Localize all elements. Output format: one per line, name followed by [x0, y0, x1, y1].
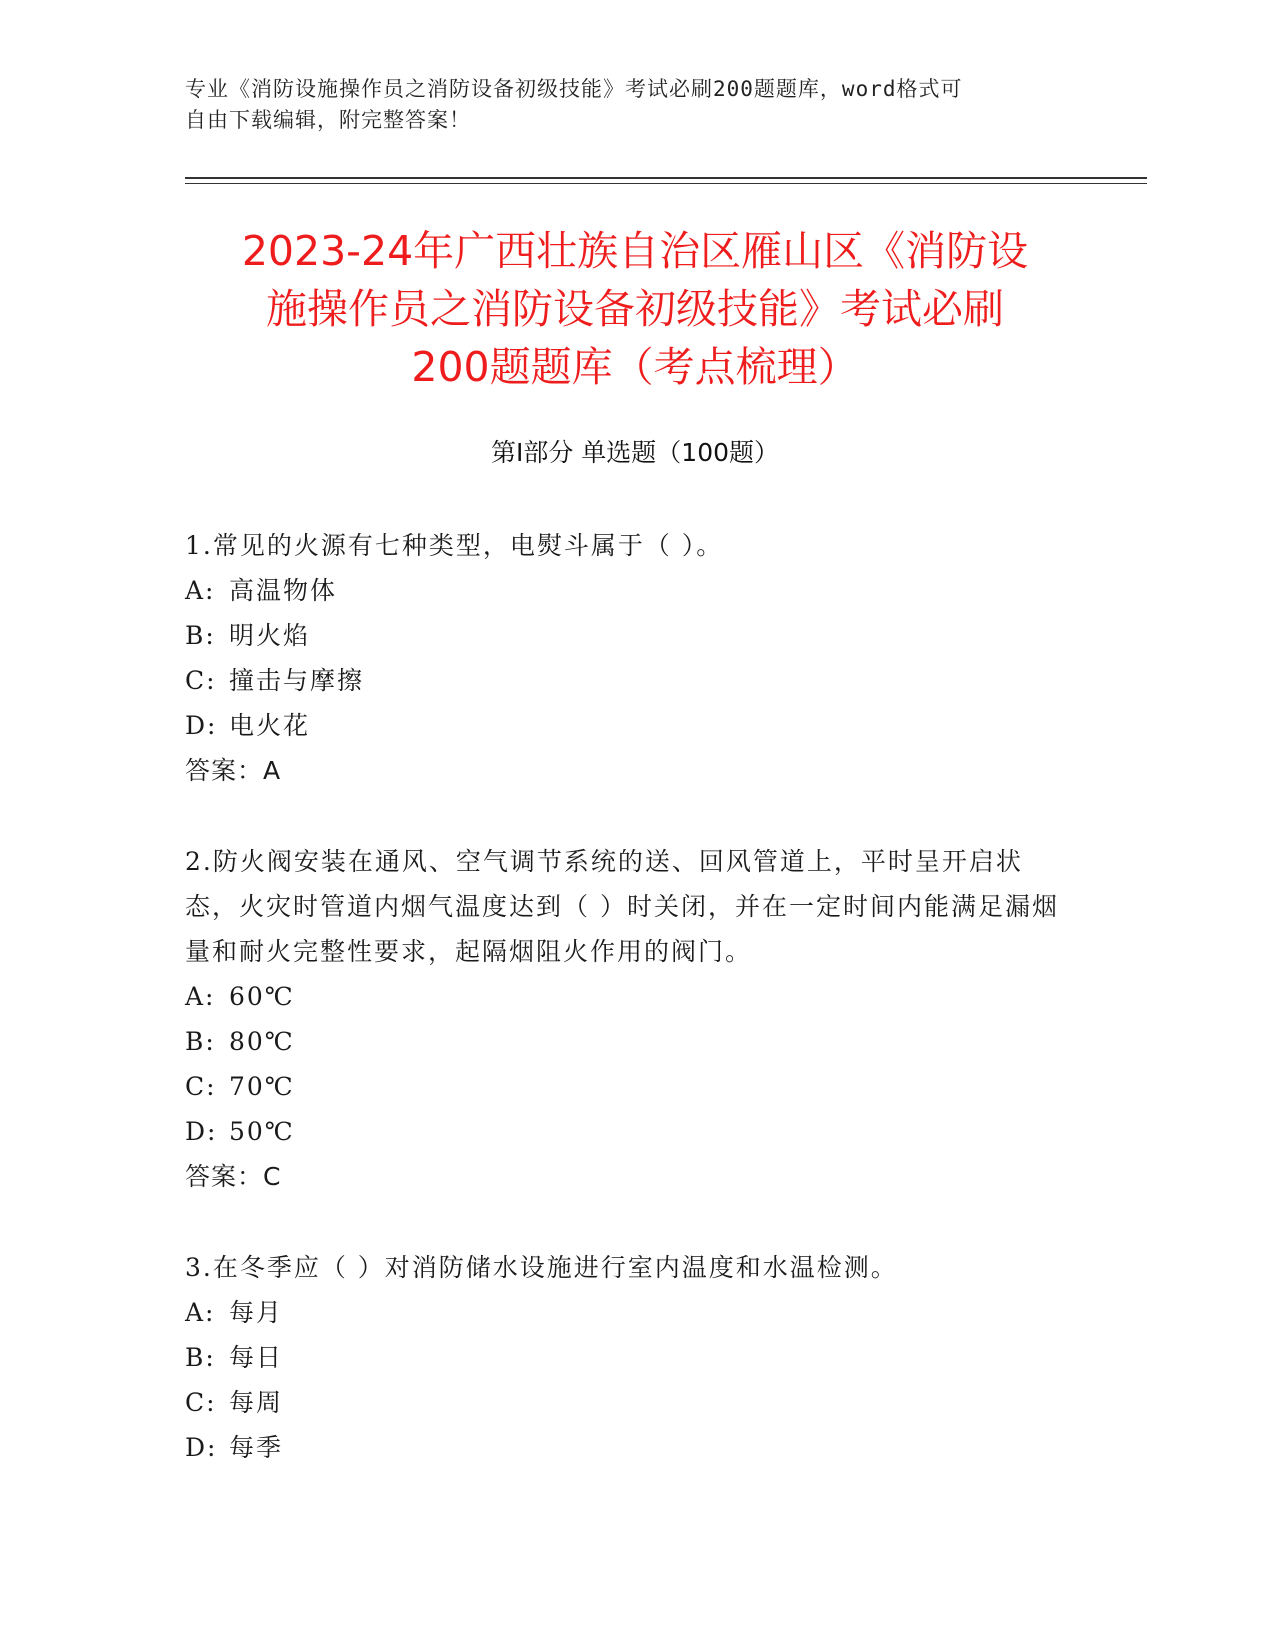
option-text: 70℃ — [229, 1072, 295, 1101]
option-text: 每季 — [229, 1433, 284, 1462]
answer-key: 答案：C — [185, 1162, 282, 1191]
header-note-line-1: 专业《消防设施操作员之消防设备初级技能》考试必刷200题题库，word格式可 — [185, 77, 963, 101]
option-text: 50℃ — [229, 1117, 295, 1146]
header-note-line-2: 自由下载编辑，附完整答案！ — [185, 108, 471, 132]
option-label: D: — [185, 711, 218, 740]
header-note — [185, 74, 1085, 136]
option-text: 每日 — [229, 1343, 284, 1372]
option-b — [185, 613, 1065, 658]
question-item — [185, 523, 1065, 793]
option-label: A: — [185, 982, 216, 1011]
question-stem: 1.常见的火源有七种类型，电熨斗属于（ ）。 — [185, 531, 724, 560]
option-b — [185, 1335, 1065, 1380]
option-text: 电火花 — [229, 711, 311, 740]
option-a — [185, 974, 1065, 1019]
option-d — [185, 1109, 1065, 1154]
question-stem: 2.防火阀安装在通风、空气调节系统的送、回风管道上，平时呈开启状态，火灾时管道内烟气温度达到（ ）时关闭，并在一定时间内能满足漏烟量和耐火完整性要求，起隔烟阻火作用的阀门。 — [185, 847, 1059, 966]
title-line-1: 2023-24年广西壮族自治区雁山区《消防设 — [241, 227, 1029, 275]
option-label: D: — [185, 1117, 218, 1146]
header-divider-thin — [185, 183, 1147, 184]
option-d — [185, 703, 1065, 748]
option-text: 撞击与摩擦 — [229, 666, 365, 695]
option-text: 高温物体 — [229, 576, 338, 605]
option-c — [185, 1380, 1065, 1425]
option-label: B: — [185, 1027, 216, 1056]
option-a — [185, 568, 1065, 613]
option-c — [185, 1064, 1065, 1109]
option-label: A: — [185, 1298, 216, 1327]
question-item — [185, 1245, 1065, 1470]
option-label: B: — [185, 621, 216, 650]
option-c — [185, 658, 1065, 703]
answer-key: 答案：A — [185, 756, 282, 785]
option-text: 明火焰 — [229, 621, 311, 650]
option-label: A: — [185, 576, 216, 605]
option-a — [185, 1290, 1065, 1335]
option-text: 每月 — [229, 1298, 284, 1327]
option-text: 80℃ — [229, 1027, 295, 1056]
option-b — [185, 1019, 1065, 1064]
header-divider-thick — [185, 177, 1147, 179]
question-item — [185, 839, 1065, 1199]
document-title — [185, 222, 1085, 396]
title-line-3: 200题题库（考点梳理） — [411, 343, 859, 391]
option-d — [185, 1425, 1065, 1470]
option-label: C: — [185, 1072, 217, 1101]
title-line-2: 施操作员之消防设备初级技能》考试必刷 — [266, 285, 1004, 333]
option-label: C: — [185, 1388, 217, 1417]
option-text: 60℃ — [229, 982, 295, 1011]
option-label: D: — [185, 1433, 218, 1462]
question-stem: 3.在冬季应（ ）对消防储水设施进行室内温度和水温检测。 — [185, 1253, 898, 1282]
option-label: C: — [185, 666, 217, 695]
option-label: B: — [185, 1343, 216, 1372]
option-text: 每周 — [229, 1388, 284, 1417]
section-heading: 第Ⅰ部分 单选题（100题） — [490, 438, 780, 467]
